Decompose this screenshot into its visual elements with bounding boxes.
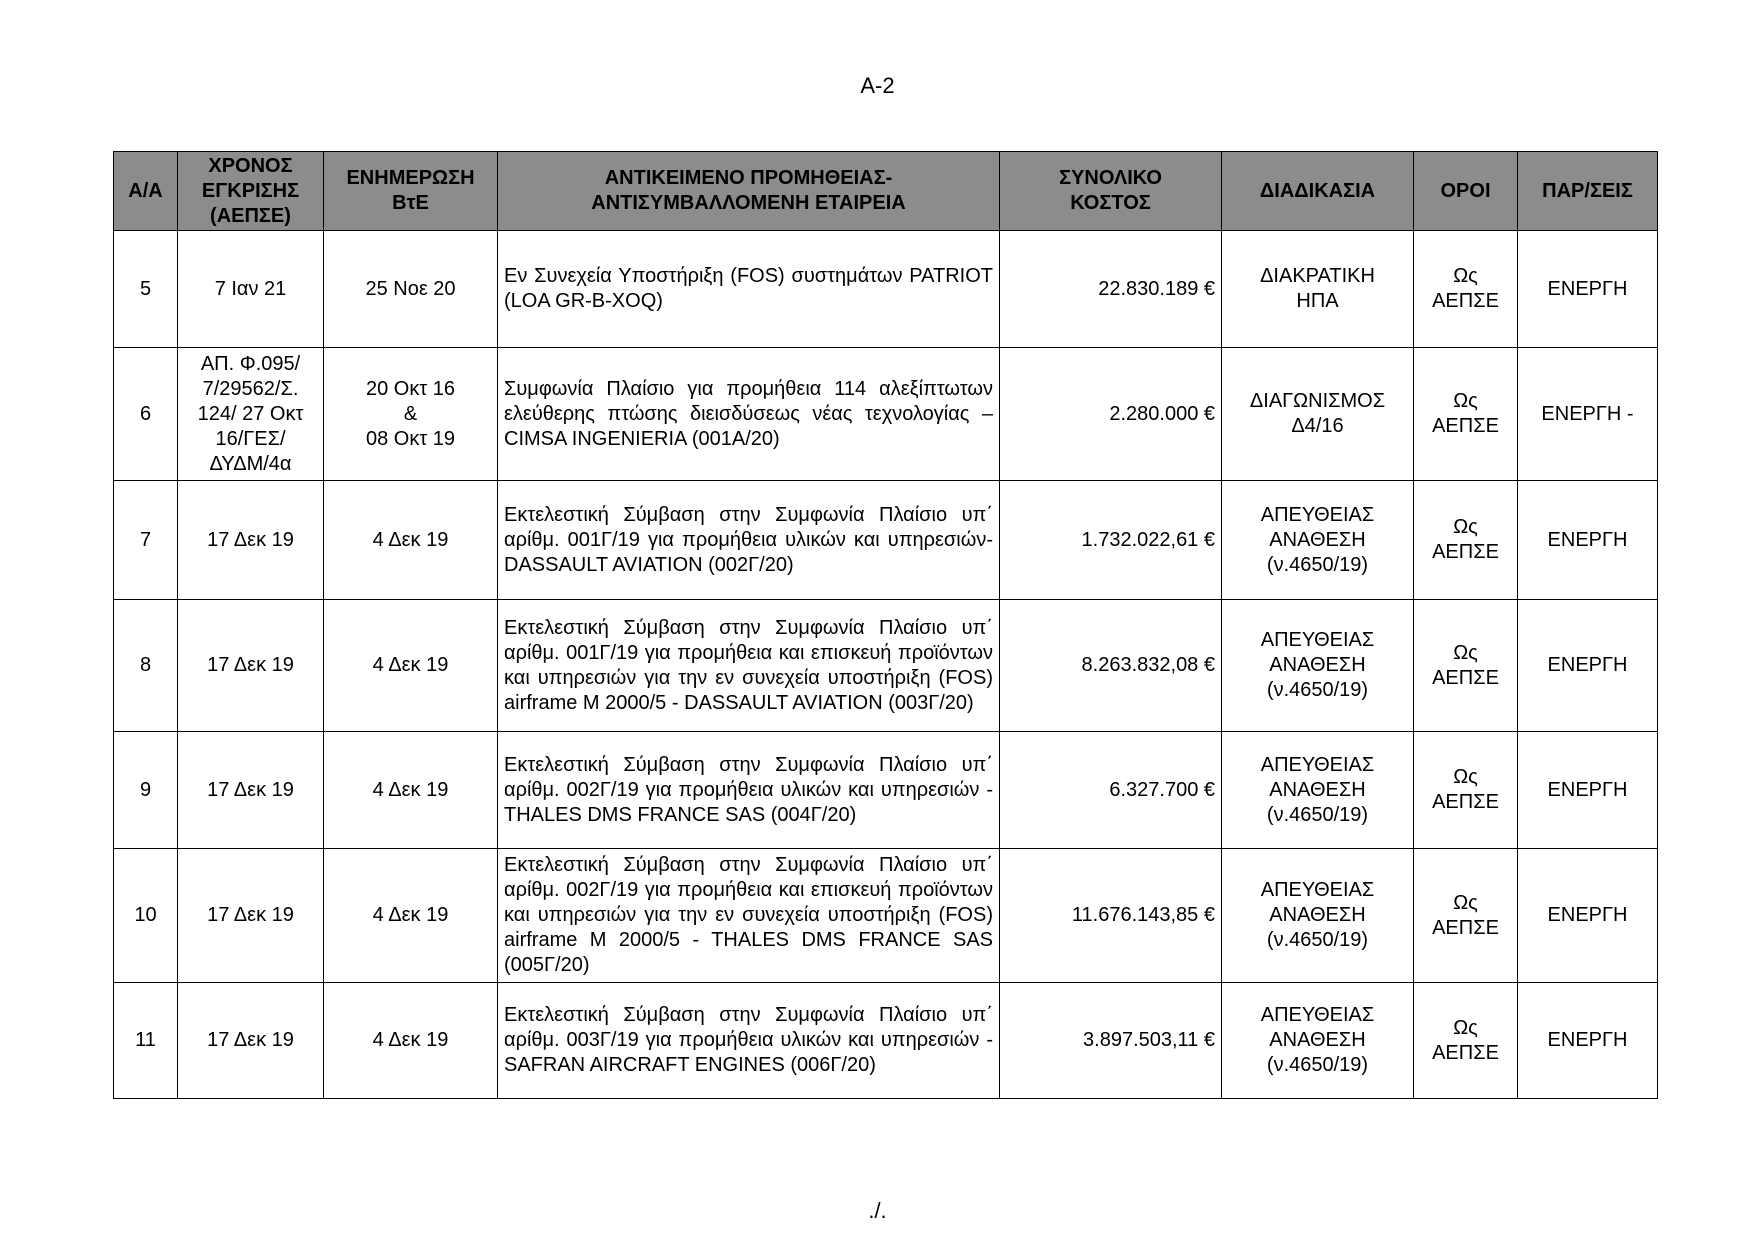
procedure-line: ΑΝΑΘΕΣΗ — [1269, 654, 1366, 676]
header-subject-line-1: ΑΝΤΙΚΕΙΜΕΝΟ ΠΡΟΜΗΘΕΙΑΣ- — [604, 167, 893, 189]
procedure-line: ΔΙΑΓΩΝΙΣΜΟΣ — [1249, 390, 1386, 412]
cell-terms — [1414, 231, 1518, 348]
procedure-line: (ν.4650/19) — [1266, 803, 1369, 826]
cell-update — [324, 600, 498, 732]
header-cost-line-1: ΣΥΝΟΛΙΚΟ — [1059, 167, 1162, 189]
cell-approval — [178, 348, 324, 481]
terms-line: Ως — [1453, 766, 1478, 788]
procedure-line: (ν.4650/19) — [1266, 679, 1369, 701]
approval-line: 17 Δεκ 19 — [207, 1029, 294, 1051]
header-approval-line-2: ΕΓΚΡΙΣΗΣ — [201, 179, 300, 202]
cell-subject: Εκτελεστική Σύμβαση στην Συμφωνία Πλαίσιο υπ΄ αρίθμ. 001Γ/19 για προμήθεια υλικών και υπηρεσιών- DASSAULT AVIATION (002Γ/20) — [498, 481, 1000, 600]
cell-subject: Εκτελεστική Σύμβαση στην Συμφωνία Πλαίσιο υπ΄ αρίθμ. 002Γ/19 για προμήθεια και επισκευή προϊόντων και υπηρεσιών για την εν συνεχεία υποστήριξη (FOS) airframe M 2000/5 - THALES DMS FRANCE SAS (005Γ/20) — [498, 849, 1000, 983]
cell-cost: 11.676.143,85 € — [1000, 849, 1222, 983]
cell-subject: Εκτελεστική Σύμβαση στην Συμφωνία Πλαίσιο υπ΄ αρίθμ. 002Γ/19 για προμήθεια υλικών και υπηρεσιών - THALES DMS FRANCE SAS (004Γ/20) — [498, 732, 1000, 849]
update-line: 4 Δεκ 19 — [372, 528, 449, 551]
header-approval-time — [178, 152, 324, 231]
cell-terms — [1414, 983, 1518, 1099]
cell-update — [324, 481, 498, 600]
cell-update — [324, 348, 498, 481]
procedure-line: (ν.4650/19) — [1266, 553, 1369, 576]
update-line: 4 Δεκ 19 — [372, 654, 449, 676]
table-row — [114, 849, 1658, 983]
procedure-line: ΑΠΕΥΘΕΙΑΣ — [1260, 753, 1375, 776]
cell-aa: 10 — [114, 849, 178, 983]
procedure-line: ΑΝΑΘΕΣΗ — [1269, 904, 1366, 926]
approval-line: 17 Δεκ 19 — [207, 778, 294, 801]
terms-line: ΑΕΠΣΕ — [1432, 1041, 1499, 1064]
procedure-line: ΑΠΕΥΘΕΙΑΣ — [1260, 1004, 1375, 1026]
cell-aa: 11 — [114, 983, 178, 1099]
procedure-line: ΑΝΑΘΕΣΗ — [1269, 1029, 1366, 1051]
terms-line: ΑΕΠΣΕ — [1432, 666, 1499, 689]
approval-line: 17 Δεκ 19 — [207, 528, 294, 551]
cell-terms — [1414, 481, 1518, 600]
terms-line: Ως — [1453, 390, 1478, 412]
terms-line: ΑΕΠΣΕ — [1432, 541, 1499, 563]
header-approval-line-1: ΧΡΟΝΟΣ — [208, 154, 293, 177]
cell-terms — [1414, 348, 1518, 481]
cell-procedure — [1222, 600, 1414, 732]
cell-status: ΕΝΕΡΓΗ — [1518, 600, 1658, 732]
header-aa: Α/Α — [114, 152, 178, 231]
terms-line: Ως — [1453, 891, 1478, 914]
update-line: & — [403, 402, 418, 425]
cell-terms — [1414, 849, 1518, 983]
header-procedure: ΔΙΑΔΙΚΑΣΙΑ — [1222, 152, 1414, 231]
terms-line: ΑΕΠΣΕ — [1432, 916, 1499, 939]
cell-update — [324, 983, 498, 1099]
cell-subject: Εν Συνεχεία Υποστήριξη (FOS) συστημάτων PATRIOT (LOA GR-B-XOQ) — [498, 231, 1000, 348]
cell-aa: 5 — [114, 231, 178, 348]
header-update-line-1: ΕΝΗΜΕΡΩΣΗ — [346, 167, 475, 189]
update-line: 4 Δεκ 19 — [372, 1029, 449, 1051]
cell-aa: 8 — [114, 600, 178, 732]
page-number: Α-2 — [860, 73, 895, 98]
terms-line: Ως — [1453, 516, 1478, 538]
cell-procedure — [1222, 231, 1414, 348]
approval-line: 16/ΓΕΣ/ — [215, 427, 286, 450]
cell-status: ΕΝΕΡΓΗ — [1518, 983, 1658, 1099]
continuation-mark: ./. — [868, 1198, 887, 1223]
procedure-line: ΑΝΑΘΕΣΗ — [1269, 778, 1366, 801]
terms-line: ΑΕΠΣΕ — [1432, 415, 1499, 437]
cell-update — [324, 849, 498, 983]
table-row — [114, 231, 1658, 348]
procedure-line: ΑΠΕΥΘΕΙΑΣ — [1260, 503, 1375, 526]
cell-cost: 3.897.503,11 € — [1000, 983, 1222, 1099]
header-update — [324, 152, 498, 231]
cell-procedure — [1222, 732, 1414, 849]
header-approval-line-3: (ΑΕΠΣΕ) — [210, 204, 291, 227]
cell-cost: 6.327.700 € — [1000, 732, 1222, 849]
cell-update — [324, 231, 498, 348]
procedure-line: (ν.4650/19) — [1266, 1054, 1369, 1076]
approval-line: 7 Ιαν 21 — [214, 277, 287, 300]
table-row — [114, 481, 1658, 600]
table-row — [114, 983, 1658, 1099]
cell-aa: 6 — [114, 348, 178, 481]
approval-line: 7/29562/Σ. — [202, 377, 299, 400]
cell-cost: 1.732.022,61 € — [1000, 481, 1222, 600]
terms-line: ΑΕΠΣΕ — [1432, 791, 1499, 813]
header-cost-line-2: ΚΟΣΤΟΣ — [1070, 192, 1151, 214]
cell-approval — [178, 732, 324, 849]
approval-line: 17 Δεκ 19 — [207, 904, 294, 926]
update-line: 4 Δεκ 19 — [372, 778, 449, 801]
cell-subject: Εκτελεστική Σύμβαση στην Συμφωνία Πλαίσιο υπ΄ αρίθμ. 003Γ/19 για προμήθεια υλικών και υπηρεσιών - SAFRAN AIRCRAFT ENGINES (006Γ/20) — [498, 983, 1000, 1099]
procedure-line: ΑΝΑΘΕΣΗ — [1269, 528, 1366, 551]
cell-aa: 7 — [114, 481, 178, 600]
procurement-table — [113, 151, 1658, 1099]
cell-procedure — [1222, 983, 1414, 1099]
cell-approval — [178, 600, 324, 732]
procedure-line: (ν.4650/19) — [1266, 929, 1369, 951]
procedure-line: Δ4/16 — [1291, 415, 1344, 437]
cell-status: ΕΝΕΡΓΗ — [1518, 231, 1658, 348]
cell-approval — [178, 231, 324, 348]
cell-approval — [178, 983, 324, 1099]
update-line: 25 Νοε 20 — [365, 277, 456, 300]
header-update-line-2: ΒτΕ — [392, 192, 429, 214]
cell-status: ΕΝΕΡΓΗ — [1518, 732, 1658, 849]
header-status: ΠΑΡ/ΣΕΙΣ — [1518, 152, 1658, 231]
cell-procedure — [1222, 849, 1414, 983]
cell-subject: Εκτελεστική Σύμβαση στην Συμφωνία Πλαίσιο υπ΄ αρίθμ. 001Γ/19 για προμήθεια και επισκευή προϊόντων και υπηρεσιών για την εν συνεχεία υποστήριξη (FOS) airframe M 2000/5 - DASSAULT AVIATION (003Γ/20) — [498, 600, 1000, 732]
cell-approval — [178, 849, 324, 983]
table-row — [114, 348, 1658, 481]
table-header-row — [114, 152, 1658, 231]
cell-update — [324, 732, 498, 849]
terms-line: Ως — [1453, 641, 1478, 664]
approval-line: 17 Δεκ 19 — [207, 654, 294, 676]
cell-status: ΕΝΕΡΓΗ - — [1518, 348, 1658, 481]
cell-status: ΕΝΕΡΓΗ — [1518, 481, 1658, 600]
procedure-line: ΑΠΕΥΘΕΙΑΣ — [1260, 629, 1375, 651]
cell-approval — [178, 481, 324, 600]
cell-aa: 9 — [114, 732, 178, 849]
header-terms: ΟΡΟΙ — [1414, 152, 1518, 231]
cell-cost: 8.263.832,08 € — [1000, 600, 1222, 732]
procedure-line: ΗΠΑ — [1296, 290, 1339, 312]
approval-line: ΑΠ. Φ.095/ — [200, 352, 301, 375]
cell-terms — [1414, 600, 1518, 732]
header-subject — [498, 152, 1000, 231]
update-line: 4 Δεκ 19 — [372, 904, 449, 926]
cell-cost: 2.280.000 € — [1000, 348, 1222, 481]
table-row — [114, 600, 1658, 732]
cell-subject: Συμφωνία Πλαίσιο για προμήθεια 114 αλεξίπτωτων ελεύθερης πτώσης διεισδύσεως νέας τεχνολογίας – CIMSA INGENIERIA (001Α/20) — [498, 348, 1000, 481]
terms-line: Ως — [1453, 265, 1478, 287]
terms-line: ΑΕΠΣΕ — [1432, 290, 1499, 312]
cell-status: ΕΝΕΡΓΗ — [1518, 849, 1658, 983]
procedure-line: ΔΙΑΚΡΑΤΙΚΗ — [1260, 265, 1375, 287]
cell-procedure — [1222, 348, 1414, 481]
cell-terms — [1414, 732, 1518, 849]
update-line: 08 Οκτ 19 — [365, 427, 456, 450]
approval-line: 124/ 27 Οκτ — [197, 402, 304, 425]
procedure-line: ΑΠΕΥΘΕΙΑΣ — [1260, 879, 1375, 901]
terms-line: Ως — [1453, 1016, 1478, 1039]
header-total-cost — [1000, 152, 1222, 231]
header-subject-line-2: ΑΝΤΙΣΥΜΒΑΛΛΟΜΕΝΗ ΕΤΑΙΡΕΙΑ — [591, 192, 906, 214]
approval-line: ΔΥΔΜ/4α — [209, 452, 292, 475]
update-line: 20 Οκτ 16 — [365, 377, 456, 400]
cell-cost: 22.830.189 € — [1000, 231, 1222, 348]
cell-procedure — [1222, 481, 1414, 600]
table-row — [114, 732, 1658, 849]
